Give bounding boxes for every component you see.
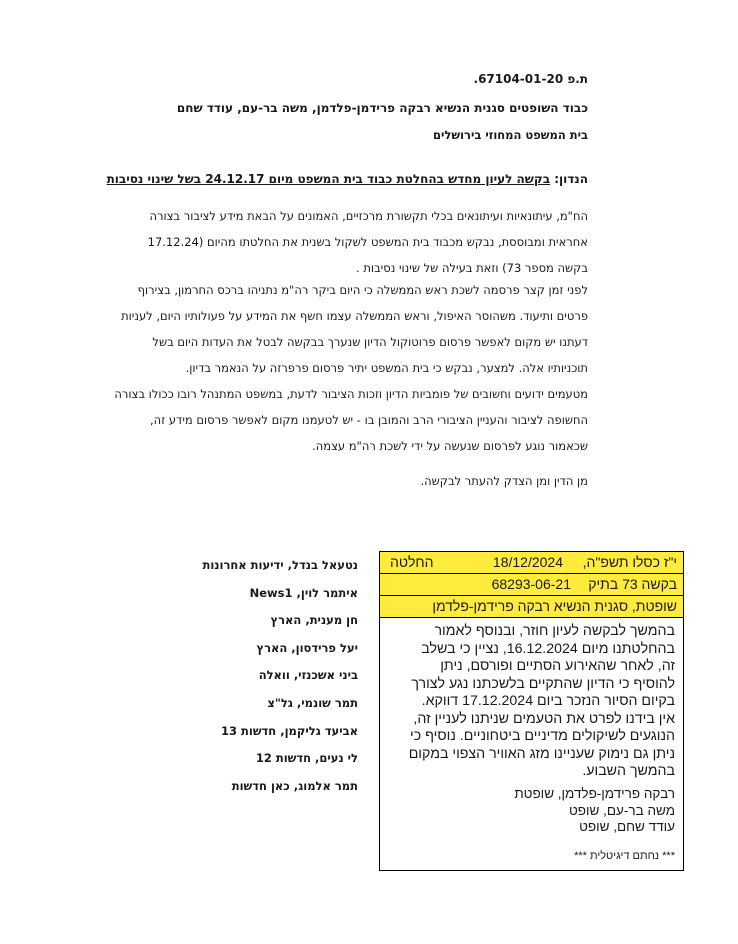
case-number: ת.פ 67104-01-20.: [473, 72, 588, 86]
decision-date: 18/12/2024: [492, 554, 563, 570]
decision-label: החלטה: [390, 554, 434, 570]
subject-label: הנדון:: [554, 172, 588, 186]
decision-line: בהמשך לבקשה לעיון חוזר, ובנוסף לאמור: [434, 623, 675, 639]
reporter-item: יעל פרידסון, הארץ: [256, 640, 358, 655]
decision-line: ניתן גם נימוק שעניינו מזג האוויר הצפוי במקום: [408, 745, 675, 762]
paragraph-1: [143, 203, 588, 281]
paragraph-line: שכאמור נוגע לפרסום שנעשה על ידי לשכת רה"מ עצמה.: [312, 439, 588, 453]
closing-paragraph: [143, 468, 588, 494]
paragraph-line: פרטים ותיעוד. משהוסר האיפול, וראש הממשלה עצמו חשף את המידע על פעולותיו היום, לעניות: [121, 309, 588, 323]
paragraph-line: תוכניותיו אלה. למצער, נבקש כי בית המשפט יתיר פרסום פרפרזה על הנאמר בדיון.: [185, 361, 588, 375]
decision-request-ref: בקשה 73 בתיק: [588, 576, 677, 592]
paragraph-line: מטעמים ידועים וחשובים של פומביות הדיון וזכות הציבור לדעת, במשפט המתנהל רובו ככולו בצורה: [114, 387, 588, 401]
decision-line: זה, לאחר שהאירוע הסתיים ופורסם, ניתן: [440, 658, 675, 674]
decision-line: אין בידנו לפרט את הטעמים שניתנו לעניין זה,: [413, 710, 675, 727]
decision-signatures: [514, 786, 675, 836]
decision-line: בהמשך השבוע.: [582, 763, 675, 779]
decision-line: הנוגעים לשיקולים מדיניים ביטחוניים. נוסיף כי: [410, 728, 675, 744]
court-name: בית המשפט המחוזי בירושלים: [433, 128, 588, 142]
reporter-item: תמר אלמוג, כאן חדשות: [231, 778, 358, 793]
paragraph-2: [121, 277, 588, 381]
reporter-item: לי נעים, חדשות 12: [255, 751, 358, 766]
decision-line: בהחלטתנו מיום 16.12.2024, נציין כי בשלב: [421, 640, 675, 657]
signature-line: עודד שחם, שופט: [579, 819, 675, 834]
reporter-item: תמר שונמי, גל"צ: [267, 695, 358, 710]
decision-ref-row: [380, 574, 683, 596]
paragraph-line: בקשה מספר 73) וזאת בעילה של שינוי נסיבות .: [356, 261, 588, 275]
subject-text: בקשה לעיון מחדש בהחלטת כבוד בית המשפט מיום 24.12.17 בשל שינוי נסיבות: [106, 172, 551, 186]
reporter-item: נטעאל בנדל, ידיעות אחרונות: [202, 558, 358, 572]
decision-body: [385, 623, 675, 781]
reporters-list: [138, 552, 358, 800]
paragraph-line: דעתנו יש מקום לאפשר פרסום פרוטוקול הדיון שנערך בבקשה לבטל את העדות היום בשל: [152, 335, 588, 349]
signature-line: רבקה פרידמן-פלדמן, שופטת: [514, 786, 675, 801]
reporter-item: אביעד גליקמן, חדשות 13: [221, 723, 358, 738]
subject-line: [107, 172, 588, 186]
decision-line: בקיום הסיור הנזכר ביום 17.12.2024 דווקא.: [421, 693, 675, 709]
paragraph-3: [114, 381, 588, 459]
paragraph-line: לפני זמן קצר פרסמה לשכת ראש הממשלה כי היום ביקר רה"מ נתניהו ברכס החרמון, בצירוף: [137, 283, 588, 297]
paragraph-line: מן הדין ומן הצדק להעתר לבקשה.: [420, 474, 588, 488]
decision-hebrew-date: י"ז כסלו תשפ"ה,: [582, 554, 677, 570]
digital-signature-note: *** נחתם דיגיטלית ***: [574, 850, 675, 862]
reporter-item: ביני אשכנזי, וואלה: [258, 668, 358, 683]
decision-header-row: [380, 552, 683, 574]
court-decision-box: [379, 551, 684, 871]
addressee-line: כבוד השופטים סגנית הנשיא רבקה פרידמן-פלדמן, משה בר-עם, עודד שחם: [176, 101, 588, 115]
paragraph-line: הח"מ, עיתונאיות ועיתונאים בכלי תקשורת מרכזיים, האמונים על הבאת מידע לציבור בצורה: [149, 209, 588, 223]
decision-line: להוסיף כי הדיון שהתקיים בלשכתנו נגע לצורך: [411, 675, 675, 692]
decision-judge-row: [380, 596, 683, 618]
paragraph-line: החשופה לציבור והעניין הציבורי הרב והמובן בו - יש לטעמנו מקום לאפשר פרסום מידע זה,: [150, 413, 588, 427]
paragraph-line: אחראית ומבוססת, נבקש מכבוד בית המשפט לשקול בשנית את החלטתו מהיום (17.12.24: [147, 235, 588, 249]
reporter-item: חן מענית, הארץ: [270, 613, 358, 628]
signature-line: משה בר-עם, שופט: [568, 802, 675, 818]
decision-judge: שופטת, סגנית הנשיא רבקה פרידמן-פלדמן: [432, 598, 677, 614]
decision-case-ref: 68293-06-21: [491, 576, 571, 592]
reporter-item: איתמר לוין, News1: [249, 585, 358, 600]
